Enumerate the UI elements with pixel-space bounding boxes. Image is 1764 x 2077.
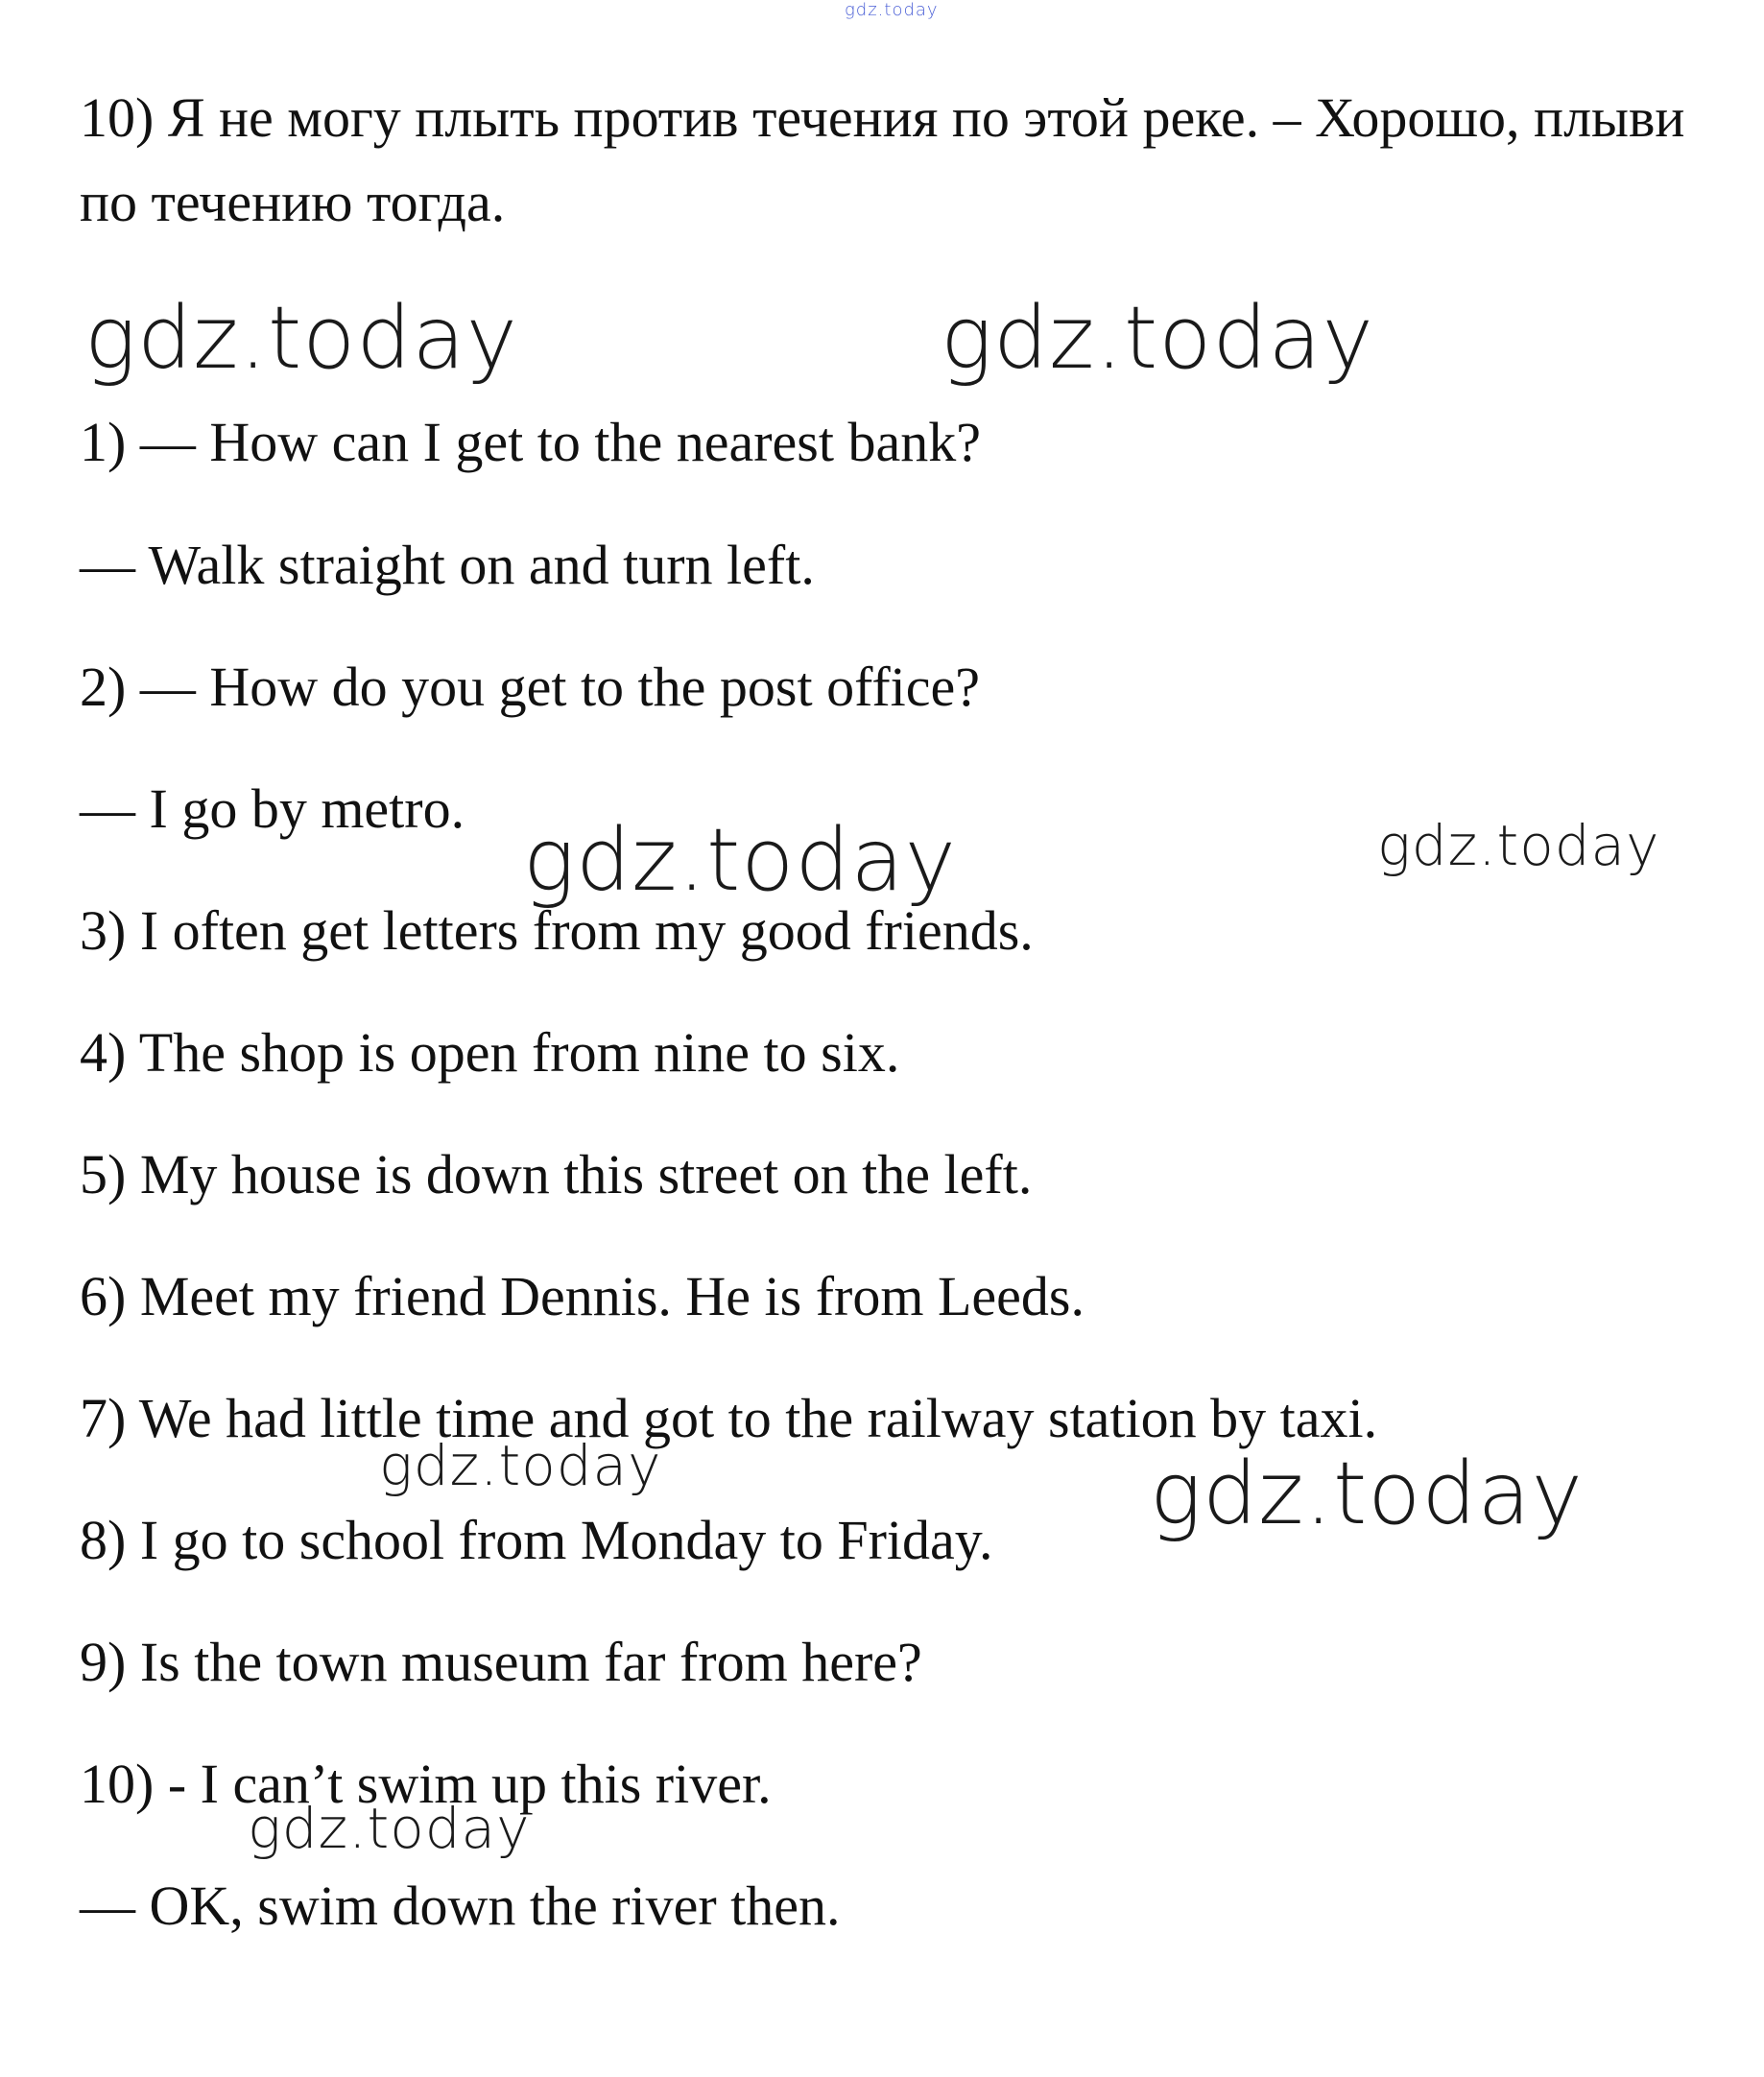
watermark-5: gdz.today	[379, 1433, 662, 1498]
answer-line-10: 8) I go to school from Monday to Friday.	[80, 1509, 993, 1571]
watermark-3: gdz.today	[523, 810, 957, 911]
top-watermark: gdz.today	[845, 0, 939, 20]
answer-line-5: 3) I often get letters from my good friends.	[80, 899, 1034, 962]
answer-line-6: 4) The shop is open from nine to six.	[80, 1021, 900, 1084]
watermark-6: gdz.today	[1150, 1444, 1584, 1544]
answer-line-3: 2) — How do you get to the post office?	[80, 656, 981, 718]
watermark-4: gdz.today	[1377, 813, 1660, 878]
answer-line-8: 6) Meet my friend Dennis. He is from Leeds.	[80, 1265, 1085, 1327]
answer-line-4: — I go by metro.	[80, 777, 465, 840]
watermark-1: gdz.today	[84, 288, 518, 389]
answer-line-12: 10) - I can’t swim up this river.	[80, 1753, 772, 1815]
answer-line-2: — Walk straight on and turn left.	[80, 534, 815, 596]
answer-line-1: 1) — How can I get to the nearest bank?	[80, 411, 981, 473]
answer-line-9: 7) We had little time and got to the railway station by taxi.	[80, 1387, 1378, 1449]
answer-line-13: — OK, swim down the river then.	[80, 1874, 841, 1937]
watermark-2: gdz.today	[941, 288, 1374, 389]
intro-line-1: 10) Я не могу плыть против течения по этой реке. – Хорошо, плыви	[80, 86, 1685, 149]
intro-line-2: по течению тогда.	[80, 171, 506, 233]
watermark-7: gdz.today	[248, 1796, 531, 1861]
answer-line-7: 5) My house is down this street on the left.	[80, 1143, 1033, 1206]
answer-line-11: 9) Is the town museum far from here?	[80, 1631, 922, 1693]
